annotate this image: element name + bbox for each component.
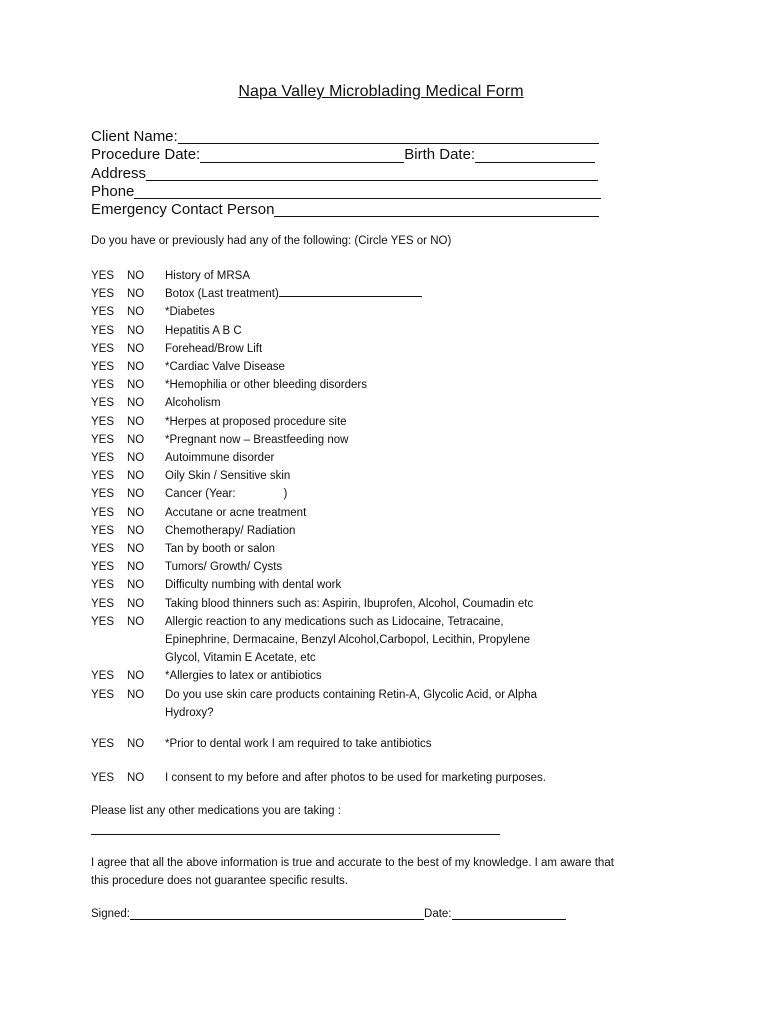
phone-label: Phone xyxy=(91,182,135,200)
yes-option[interactable]: YES xyxy=(91,379,115,392)
question-text: Accutane or acne treatment xyxy=(165,506,307,519)
yes-option[interactable]: YES xyxy=(91,397,115,410)
no-option[interactable]: NO xyxy=(127,288,145,301)
question-text: Tumors/ Growth/ Cysts xyxy=(165,561,283,574)
yes-option[interactable]: YES xyxy=(91,615,115,628)
question-text: Cancer (Year: ) xyxy=(165,488,288,501)
emergency-contact-field[interactable] xyxy=(274,202,599,217)
question-row xyxy=(91,485,691,503)
question-text-continued: Glycol, Vitamin E Acetate, etc xyxy=(165,652,316,665)
yes-option[interactable]: YES xyxy=(91,361,115,374)
client-name-field[interactable] xyxy=(178,129,599,144)
signature-line xyxy=(91,907,566,920)
signature-field[interactable] xyxy=(130,907,424,920)
yes-option[interactable]: YES xyxy=(91,543,115,556)
question-text: Forehead/Brow Lift xyxy=(165,342,263,355)
phone-line xyxy=(91,183,611,201)
no-option[interactable]: NO xyxy=(127,597,145,610)
question-row xyxy=(91,303,691,321)
agreement-line: this procedure does not guarantee specific results. xyxy=(91,875,348,888)
question-row xyxy=(91,576,691,594)
yes-option[interactable]: YES xyxy=(91,324,115,337)
question-text: Autoimmune disorder xyxy=(165,452,275,465)
yes-option[interactable]: YES xyxy=(91,524,115,537)
question-continuation xyxy=(91,649,691,667)
question-row xyxy=(91,358,691,376)
yes-option[interactable]: YES xyxy=(91,772,115,784)
question-text: *Hemophilia or other bleeding disorders xyxy=(165,379,368,392)
question-text: Difficulty numbing with dental work xyxy=(165,579,342,592)
procedure-date-label: Procedure Date: xyxy=(91,146,201,164)
question-text: Tan by booth or salon xyxy=(165,543,275,556)
yes-option[interactable]: YES xyxy=(91,506,115,519)
yes-option[interactable]: YES xyxy=(91,342,115,355)
question-text: *Allergies to latex or antibiotics xyxy=(165,670,322,683)
question-row xyxy=(91,769,711,787)
question-row xyxy=(91,431,691,449)
question-row xyxy=(91,467,691,485)
questionnaire-intro: Do you have or previously had any of the following: (Circle YES or NO) xyxy=(91,235,452,247)
question-row xyxy=(91,558,691,576)
yes-option[interactable]: YES xyxy=(91,670,115,683)
birth-date-field[interactable] xyxy=(475,148,595,163)
question-text: Chemotherapy/ Radiation xyxy=(165,524,296,537)
question-row xyxy=(91,413,691,431)
question-text: *Herpes at proposed procedure site xyxy=(165,415,347,428)
question-text: Alcoholism xyxy=(165,397,221,410)
question-text: Oily Skin / Sensitive skin xyxy=(165,470,291,483)
yes-option[interactable]: YES xyxy=(91,470,115,483)
yes-option[interactable]: YES xyxy=(91,433,115,446)
agreement-statement xyxy=(91,854,691,890)
question-text: Botox (Last treatment) xyxy=(165,288,279,301)
client-name-label: Client Name: xyxy=(91,128,178,145)
no-option[interactable]: NO xyxy=(127,470,145,483)
emergency-contact-line xyxy=(91,201,611,219)
no-option[interactable]: NO xyxy=(127,543,145,556)
question-continuation xyxy=(91,704,691,722)
no-option[interactable]: NO xyxy=(127,579,145,592)
question-text: *Diabetes xyxy=(165,306,215,319)
question-text-continued: Epinephrine, Dermacaine, Benzyl Alcohol,Carbopol, Lecithin, Propylene xyxy=(165,634,531,647)
question-text-continued: Hydroxy? xyxy=(165,706,214,719)
yes-option[interactable]: YES xyxy=(91,452,115,465)
address-label: Address xyxy=(91,164,147,182)
yes-option[interactable]: YES xyxy=(91,306,115,319)
emergency-contact-label: Emergency Contact Person xyxy=(91,201,275,219)
question-row xyxy=(91,667,691,685)
question-row xyxy=(91,540,691,558)
no-option[interactable]: NO xyxy=(127,670,145,683)
question-row xyxy=(91,449,691,467)
no-option[interactable]: NO xyxy=(127,270,145,282)
yes-option[interactable]: YES xyxy=(91,270,115,282)
no-option[interactable]: NO xyxy=(127,452,145,465)
yes-option[interactable]: YES xyxy=(91,738,115,750)
question-text: Do you use skin care products containing Retin-A, Glycolic Acid, or Alpha xyxy=(165,688,538,701)
no-option[interactable]: NO xyxy=(127,306,145,319)
yes-option[interactable]: YES xyxy=(91,415,115,428)
page-title: Napa Valley Microblading Medical Form xyxy=(238,83,524,100)
birth-date-label: Birth Date: xyxy=(404,146,476,164)
address-line xyxy=(91,165,611,183)
client-name-line xyxy=(91,128,611,146)
no-option[interactable]: NO xyxy=(127,488,145,501)
question-row xyxy=(91,376,691,394)
medications-prompt: Please list any other medications you are taking : xyxy=(91,805,341,817)
no-option[interactable]: NO xyxy=(127,415,145,428)
question-row xyxy=(91,504,691,522)
no-option[interactable]: NO xyxy=(127,738,145,750)
question-text: Hepatitis A B C xyxy=(165,324,242,337)
yes-option[interactable]: YES xyxy=(91,288,115,301)
question-row xyxy=(91,394,691,412)
no-option[interactable]: NO xyxy=(127,361,145,374)
no-option[interactable]: NO xyxy=(127,506,145,519)
date-label: Date: xyxy=(424,908,452,920)
yes-option[interactable]: YES xyxy=(91,688,115,701)
no-option[interactable]: NO xyxy=(127,324,145,337)
client-info-section xyxy=(91,128,611,219)
procedure-date-line xyxy=(91,146,611,164)
no-option[interactable]: NO xyxy=(127,772,145,784)
question-row xyxy=(91,285,691,303)
question-row xyxy=(91,322,691,340)
question-row xyxy=(91,267,691,285)
question-text: *Prior to dental work I am required to take antibiotics xyxy=(165,738,432,750)
no-option[interactable]: NO xyxy=(127,688,145,701)
no-option[interactable]: NO xyxy=(127,342,145,355)
medications-field[interactable] xyxy=(91,834,500,835)
address-field[interactable] xyxy=(146,166,598,181)
yes-option[interactable]: YES xyxy=(91,579,115,592)
signed-label: Signed: xyxy=(91,908,131,920)
no-option[interactable]: NO xyxy=(127,397,145,410)
question-row xyxy=(91,735,691,753)
no-option[interactable]: NO xyxy=(127,379,145,392)
yes-option[interactable]: YES xyxy=(91,597,115,610)
question-text: Allergic reaction to any medications such as Lidocaine, Tetracaine, xyxy=(165,615,504,628)
question-row xyxy=(91,340,691,358)
question-text: Taking blood thinners such as: Aspirin, Ibuprofen, Alcohol, Coumadin etc xyxy=(165,597,534,610)
question-continuation xyxy=(91,631,691,649)
questionnaire-list xyxy=(91,267,691,722)
phone-field[interactable] xyxy=(134,184,601,199)
no-option[interactable]: NO xyxy=(127,561,145,574)
question-text: *Cardiac Valve Disease xyxy=(165,361,285,374)
question-text: *Pregnant now – Breastfeeding now xyxy=(165,433,349,446)
botox-date-field[interactable] xyxy=(279,285,422,297)
question-text: History of MRSA xyxy=(165,270,250,282)
question-text: I consent to my before and after photos to be used for marketing purposes. xyxy=(165,772,546,784)
question-row xyxy=(91,522,691,540)
yes-option[interactable]: YES xyxy=(91,561,115,574)
no-option[interactable]: NO xyxy=(127,433,145,446)
question-row xyxy=(91,686,691,704)
question-row xyxy=(91,613,691,631)
procedure-date-field[interactable] xyxy=(200,148,404,163)
no-option[interactable]: NO xyxy=(127,524,145,537)
signature-date-field[interactable] xyxy=(452,907,566,920)
question-row xyxy=(91,595,691,613)
yes-option[interactable]: YES xyxy=(91,488,115,501)
no-option[interactable]: NO xyxy=(127,615,145,628)
agreement-line: I agree that all the above information is true and accurate to the best of my knowledge. I am aware that xyxy=(91,857,614,869)
